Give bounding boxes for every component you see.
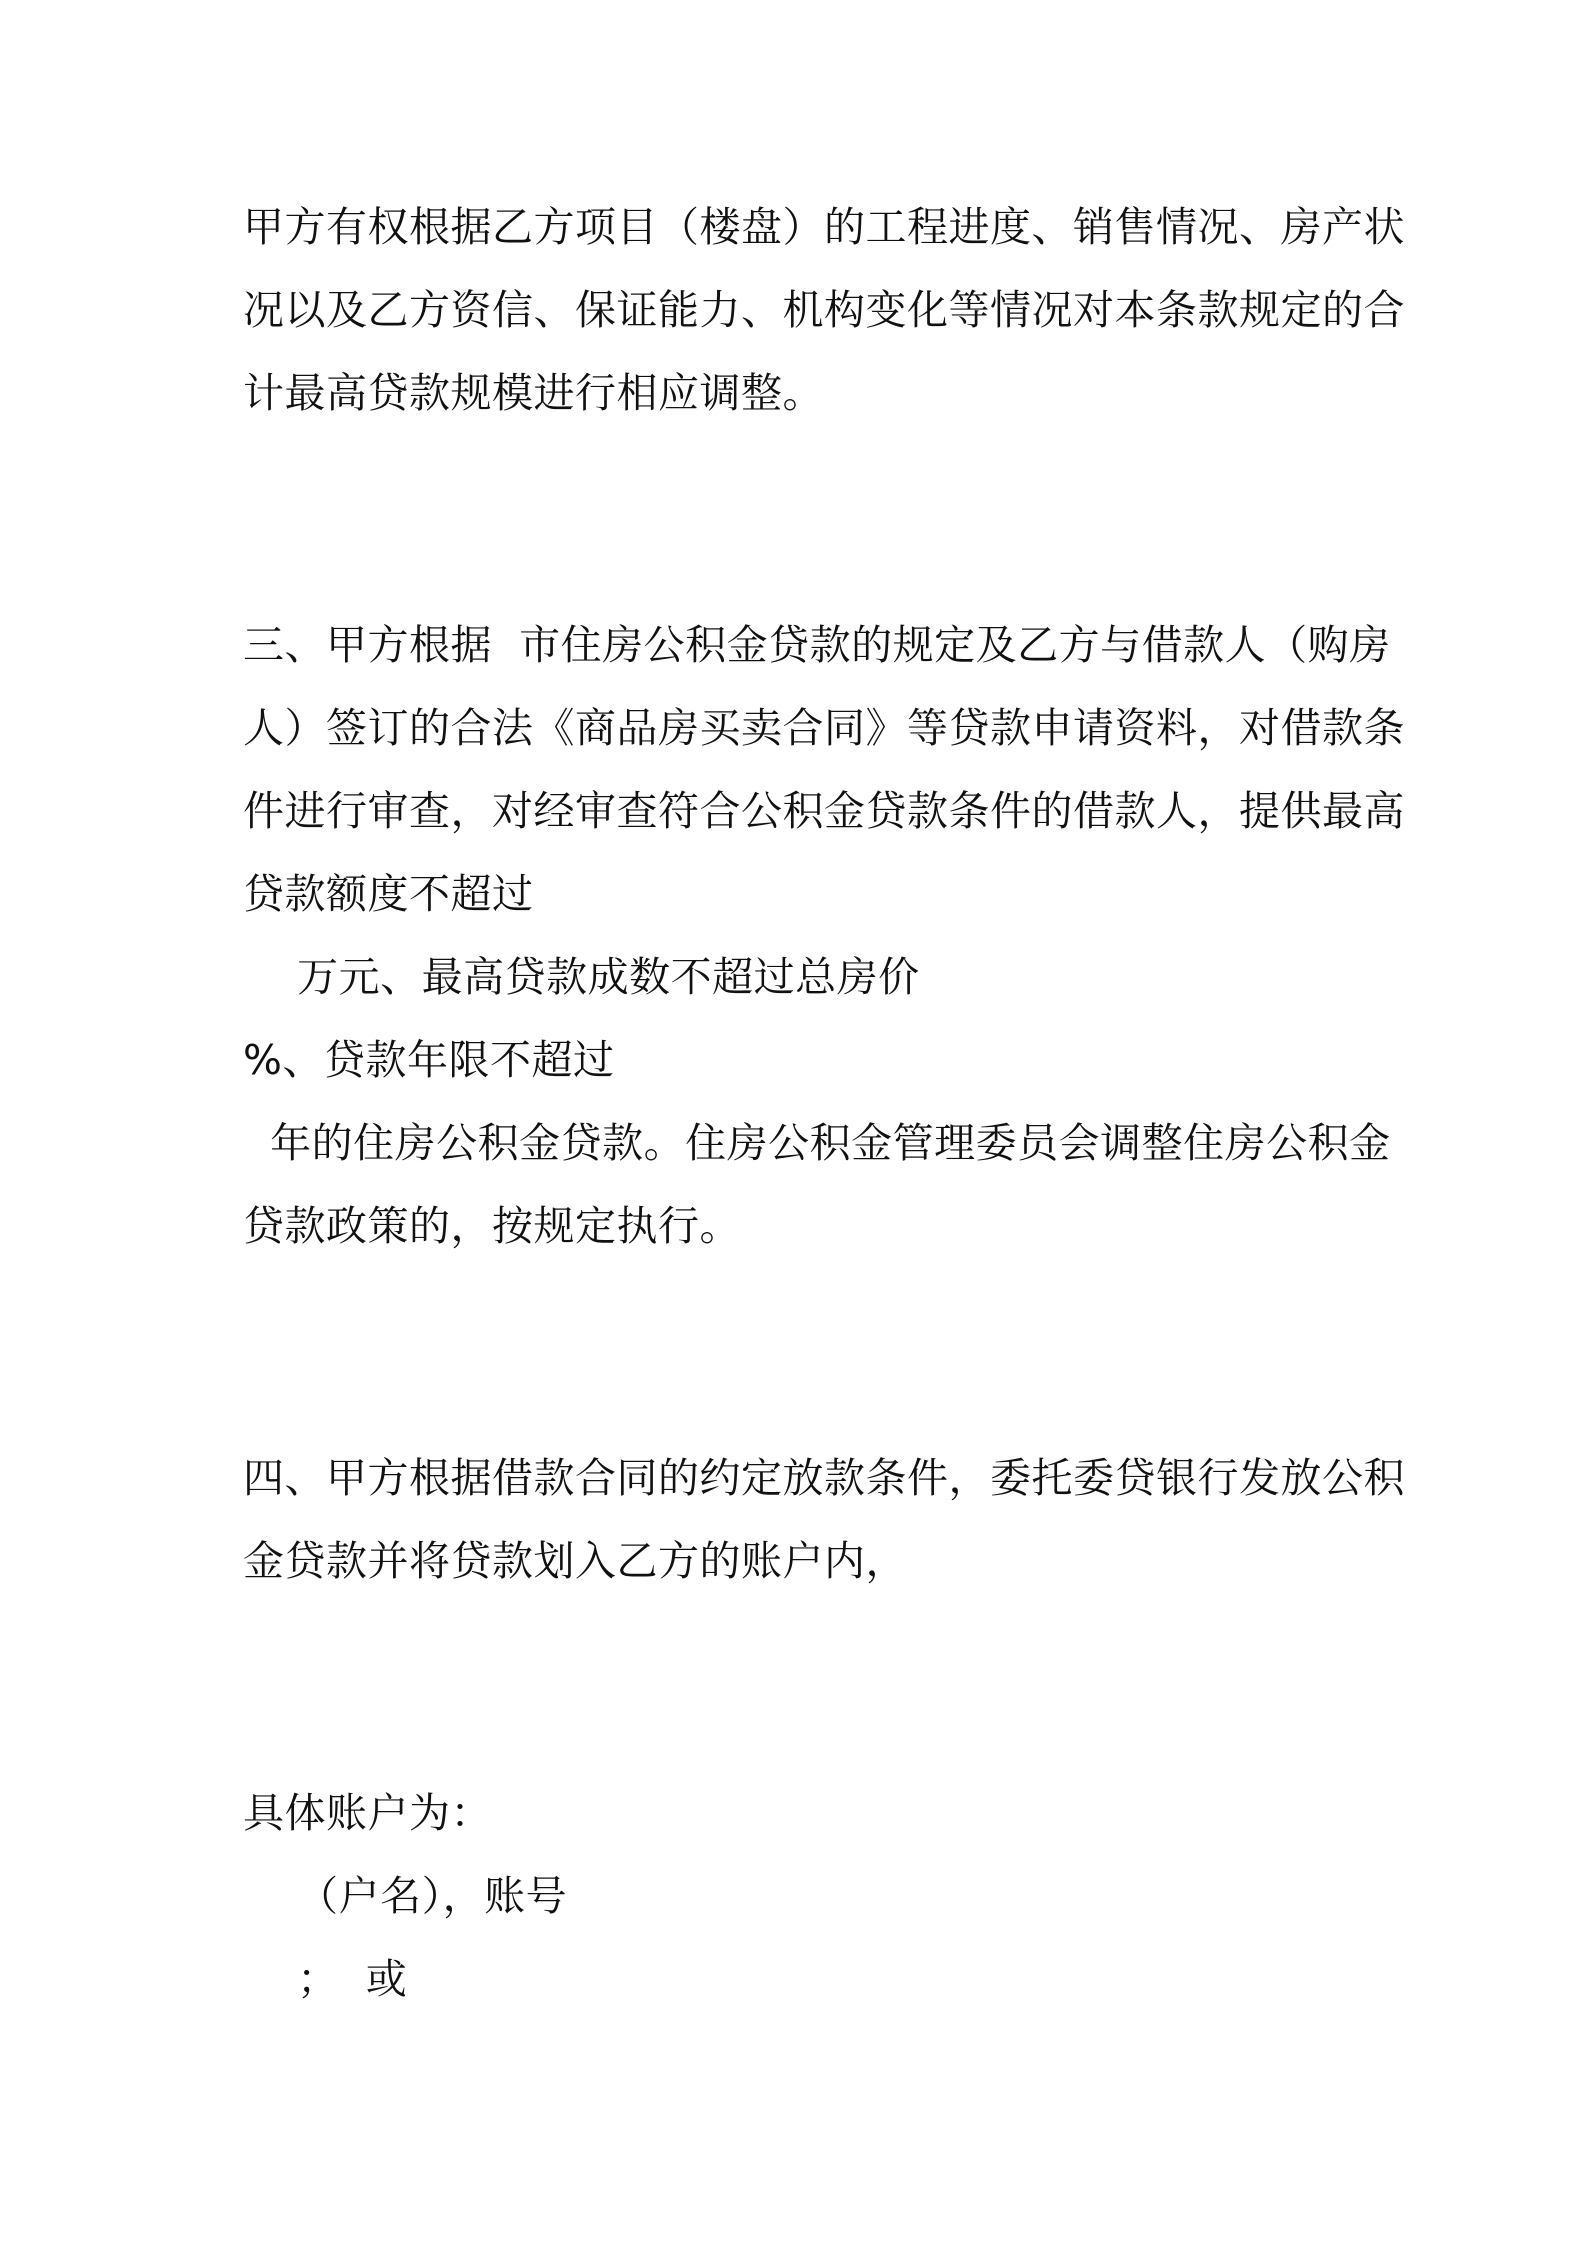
text-line: 贷款额度不超过 — [243, 870, 534, 918]
section-4-disbursement — [243, 1437, 1405, 1603]
text-line: 甲方有权根据乙方项目（楼盘）的工程进度、销售情况、房产状 — [243, 203, 1405, 251]
text-line: 年的住房公积金贷款。住房公积金管理委员会调整住房公积金 — [243, 1119, 1391, 1167]
text-line: 四、甲方根据借款合同的约定放款条件，委托委贷银行发放公积 — [243, 1454, 1405, 1502]
text-line: 人）签订的合法《商品房买卖合同》等贷款申请资料，对借款条 — [243, 704, 1405, 752]
text-line: 件进行审查，对经审查符合公积金贷款条件的借款人，提供最高 — [243, 787, 1405, 835]
text-line: 况以及乙方资信、保证能力、机构变化等情况对本条款规定的合 — [243, 286, 1405, 334]
text-line: （户名），账号 — [243, 1872, 568, 1920]
text-line: 三、甲方根据 市住房公积金贷款的规定及乙方与借款人（购房 — [243, 621, 1391, 669]
text-line: 万元、最高贷款成数不超过总房价 — [243, 953, 920, 1001]
text-line: 贷款政策的，按规定执行。 — [243, 1202, 741, 1250]
text-line: 具体账户为： — [243, 1789, 492, 1837]
text-line: %、贷款年限不超过 — [243, 1036, 615, 1084]
account-details — [243, 1772, 1373, 2021]
text-line: 金贷款并将贷款划入乙方的账户内， — [243, 1537, 907, 1585]
paragraph-loan-adjustment — [243, 186, 1405, 435]
text-line: ； 或 — [243, 1955, 408, 2003]
text-line: 计最高贷款规模进行相应调整。 — [243, 369, 824, 417]
section-3-loan-terms — [243, 604, 1405, 1268]
